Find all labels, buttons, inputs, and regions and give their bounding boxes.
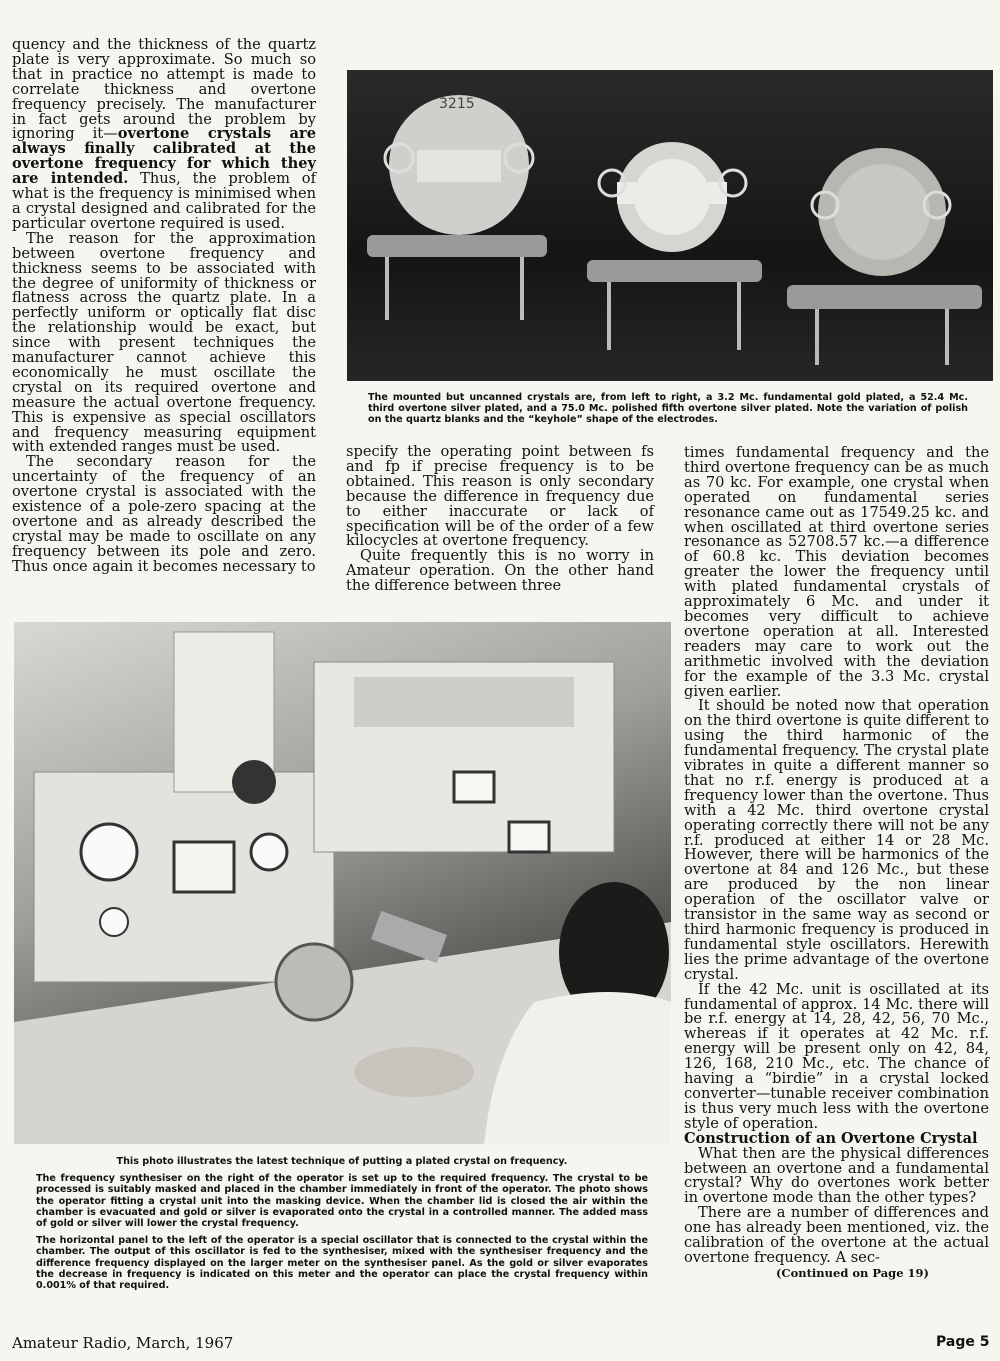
paragraph: times fundamental frequency and the third overtone frequency can be as much as 70 kc. For example, one crystal when operated on fundamental series resonance came out as 17549.25 kc. and when oscillated at third overtone series resonance as 52708.57 kc.—a difference of 60.8 kc. This deviation becomes greater the lower the frequency until with plated fundamental crystals of approximately 6 Mc. and under it becomes very difficult to achieve overtone operation at all. Interested readers may care to work out the arithmetic involved with the deviation for the example of the 3.3 Mc. crystal given earlier.: [684, 444, 989, 700]
lab-equipment-photo: [14, 622, 671, 1144]
text-column-1: [12, 38, 316, 575]
caption-title: This photo illustrates the latest technique of putting a plated crystal on frequency.: [116, 1156, 568, 1167]
continued-note: (Continued on Page 19): [775, 1265, 929, 1280]
paragraph: Quite frequently this is no worry in Amateur operation. On the other hand the difference between three: [346, 547, 654, 595]
paragraph: What then are the physical differences between an overtone and a fundamental crystal? Why do overtones work better in overtone mode than the other types?: [684, 1144, 989, 1207]
caption-paragraph: The horizontal panel to the left of the operator is a special oscillator that is connected to the crystal within the chamber. The output of this oscillator is fed to the synthesiser, mixed with the synthesiser frequency and the difference frequency displayed on the larger meter on the synthesiser panel. As the gold or silver evaporates the decrease in frequency is indicated on this meter and the operator can place the crystal frequency within 0.001% of that required.: [36, 1235, 648, 1292]
bold-emphasis: overtone crystals are always finally calibrated at the overtone frequency for which they are intended.: [12, 125, 316, 188]
lab-photo-caption: [36, 1156, 648, 1297]
crystals-illustration: [347, 70, 993, 381]
text-column-2: [346, 445, 654, 594]
paragraph: If the 42 Mc. unit is oscillated at its fundamental of approx. 14 Mc. there will be r.f. energy at 14, 28, 42, 56, 70 Mc., whereas if it operates at 42 Mc. r.f. energy will be present only on 42, 84, 126, 168, 210 Mc., etc. The chance of having a “birdie” in a crystal locked converter—tunable receiver combination is thus very much less with the overtone style of operation.: [684, 980, 989, 1132]
section-heading: Construction of an Overtone Crystal: [684, 1129, 978, 1147]
crystals-photo-caption: The mounted but uncanned crystals are, from left to right, a 3.2 Mc. fundamental gold plated, a 52.4 Mc. third overtone silver plated, and a 75.0 Mc. polished fifth overtone silver plated. Note the variation of polish on the quartz blanks and the “keyhole” shape of the electrodes.: [368, 392, 968, 426]
crystals-photo: [347, 70, 993, 381]
paragraph: quency and the thickness of the quartz plate is very approximate. So much so that in practice no attempt is made to correlate thickness and overtone frequency precisely. The manufacturer in fact gets around the problem by ignoring it—overtone crystals are always finally calibrated at the overtone frequency for which they are intended. Thus, the problem of what is the frequency is minimised when a crystal designed and calibrated for the particular overtone required is used.: [12, 36, 316, 232]
paragraph: The reason for the approximation between overtone frequency and thickness seems to be associated with the degree of uniformity of thickness or flatness across the quartz plate. In a perfectly uniform or optically flat disc the relationship would be exact, but since with present techniques the manufacturer cannot achieve this economically he must oscillate the crystal on its required overtone and measure the actual overtone frequency. This is expensive as special oscillators and frequency measuring equipment with extended ranges must be used.: [12, 229, 316, 456]
paragraph: specify the operating point between fs and fp if precise frequency is to be obtained. This reason is only secondary because the difference in frequency due to either inaccurate or lack of specification will be of the order of a few kilocycles at overtone frequency.: [346, 443, 654, 550]
paragraph: It should be noted now that operation on the third overtone is quite different to using the third harmonic of the fundamental frequency. The crystal plate vibrates in quite a different manner so that no r.f. energy is produced at a frequency lower than the overtone. Thus with a 42 Mc. third overtone crystal operating correctly there will not be any r.f. produced at either 14 or 28 Mc. However, there will be harmonics of the overtone at 84 and 126 Mc., but these are produced by the non linear operation of the oscillator valve or transistor in the same way as second or third harmonic frequency is produced in fundamental style oscillators. Herewith lies the prime advantage of the overtone crystal.: [684, 697, 989, 983]
footer-publication: Amateur Radio, March, 1967: [12, 1334, 234, 1352]
crystal-label: 3215: [439, 96, 475, 112]
caption-paragraph: The frequency synthesiser on the right of the operator is set up to the required frequency. The crystal to be processed is suitably masked and placed in the chamber immediately in front of the operator. The photo shows the operator fitting a crystal unit into the masking device. When the chamber lid is closed the air within the chamber is evacuated and gold or silver is evaporated onto the crystal in a controlled manner. The added mass of gold or silver will lower the crystal frequency.: [36, 1173, 648, 1230]
footer-page-number: Page 5: [936, 1334, 990, 1350]
lab-illustration: [14, 622, 671, 1144]
paragraph: There are a number of differences and one has already been mentioned, viz. the calibration of the overtone at the actual overtone frequency. A sec-: [684, 1204, 989, 1266]
paragraph: The secondary reason for the uncertainty of the frequency of an overtone crystal is associated with the existence of a pole-zero spacing at the overtone and as already described the crystal may be made to oscillate on any frequency between its pole and zero. Thus once again it becomes necessary to: [12, 453, 316, 575]
text-column-3: [684, 446, 989, 1281]
